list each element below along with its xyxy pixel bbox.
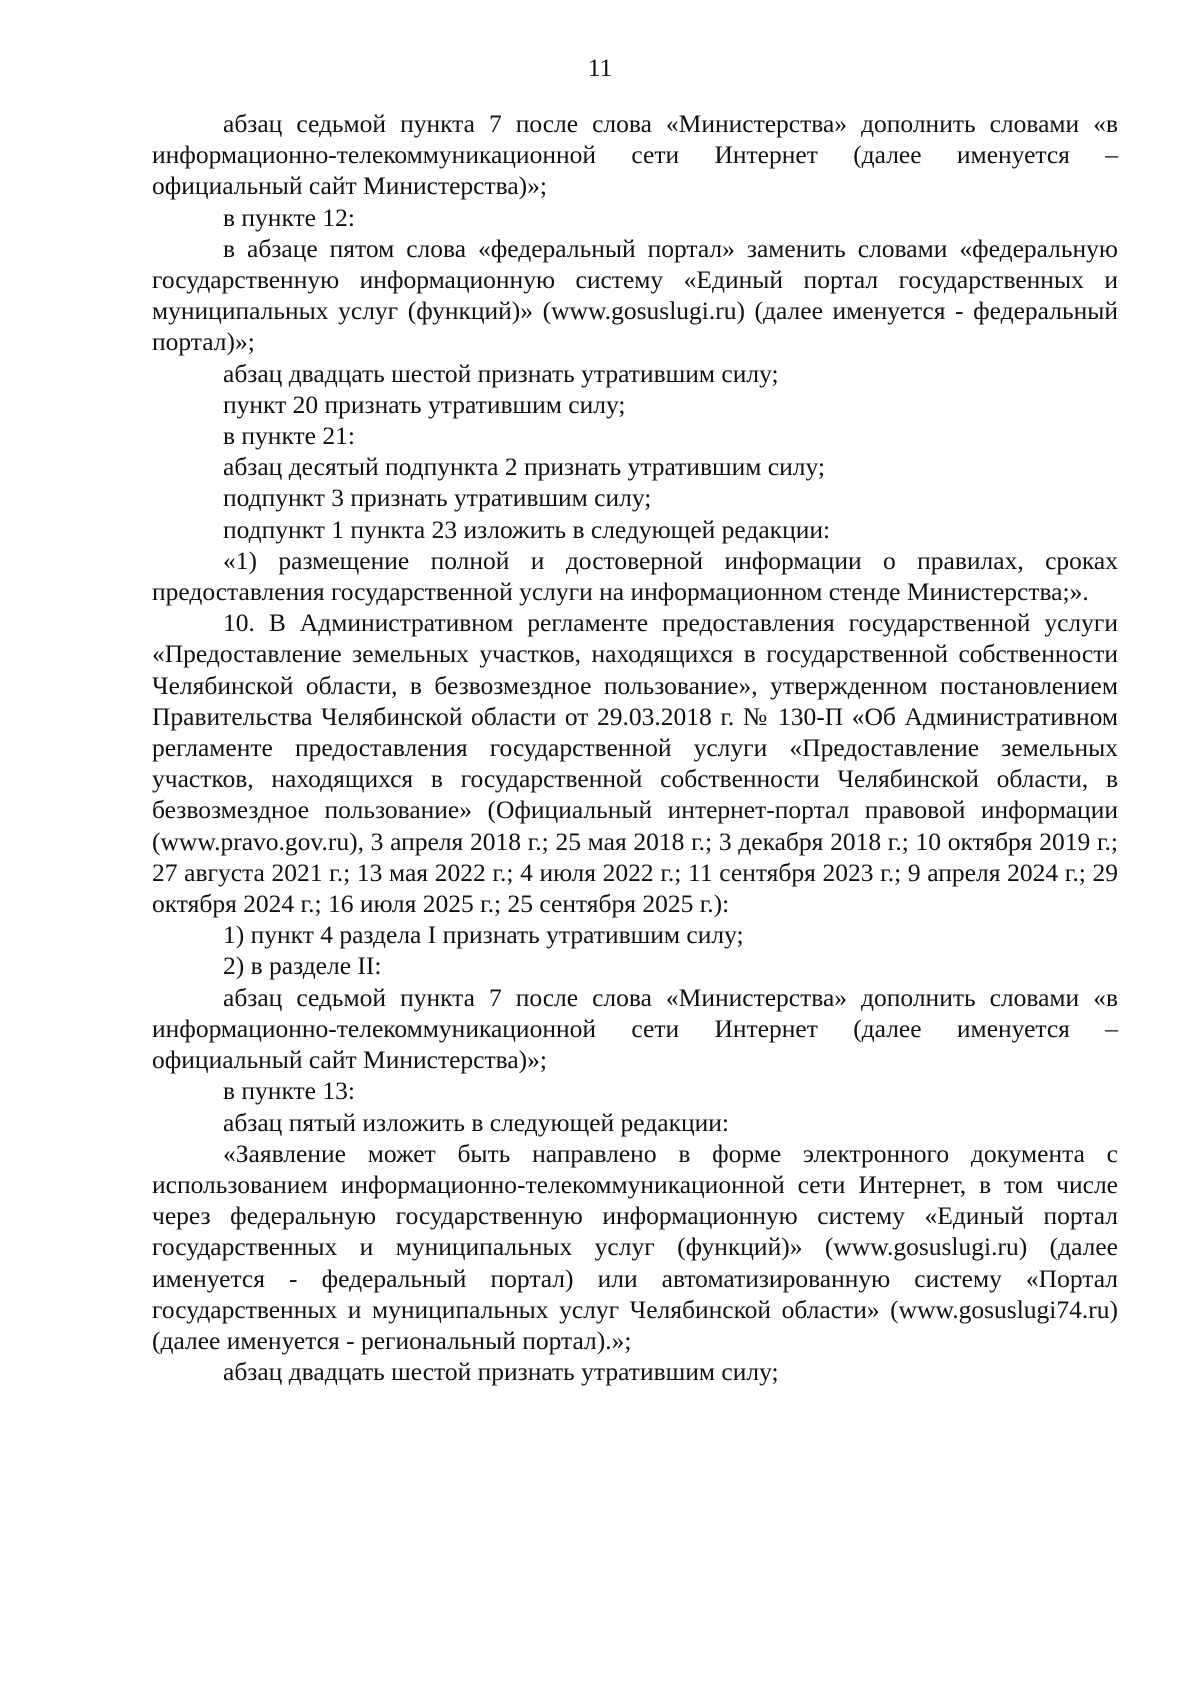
paragraph: в пункте 12: [223, 202, 355, 232]
paragraph: абзац седьмой пункта 7 после слова «Министерства» дополнить словами «в информационно-телекоммуникационной сети Интернет (далее именуется – официальный сайт Министерства)»; [152, 982, 1118, 1075]
paragraph: подпункт 3 признать утратившим силу; [223, 483, 652, 513]
paragraph: абзац пятый изложить в следующей редакции: [223, 1107, 729, 1137]
paragraph: «1) размещение полной и достоверной информации о правилах, сроках предоставления государственной услуги на информационном стенде Министерства;». [152, 545, 1118, 607]
paragraph: в пункте 13: [223, 1076, 355, 1106]
paragraph: абзац десятый подпункта 2 признать утратившим силу; [223, 452, 825, 482]
paragraph: в абзаце пятом слова «федеральный портал» заменить словами «федеральную государственную информационную систему «Единый портал государственных и муниципальных услуг (функций)» (www.gosuslugi.ru) (далее именуется - федеральный портал)»; [152, 233, 1118, 357]
paragraph: абзац двадцать шестой признать утратившим силу; [223, 1357, 779, 1387]
paragraph: пункт 20 признать утратившим силу; [223, 389, 626, 419]
page-number: 11 [587, 53, 613, 82]
paragraph: абзац седьмой пункта 7 после слова «Министерства» дополнить словами «в информационно-телекоммуникационной сети Интернет (далее именуется – официальный сайт Министерства)»; [152, 109, 1118, 201]
paragraph: 1) пункт 4 раздела I признать утратившим силу; [223, 920, 744, 950]
paragraph: в пункте 21: [223, 421, 355, 451]
document-body [152, 108, 1118, 1387]
paragraph: абзац двадцать шестой признать утратившим силу; [223, 358, 779, 388]
paragraph: «Заявление может быть направлено в форме электронного документа с использованием информационно-телекоммуникационной сети Интернет, в том числе через федеральную государственную информационную систему «Единый портал государственных и муниципальных услуг (функций)» (www.gosuslugi.ru) (далее именуется - федеральный портал) или автоматизированную систему «Портал государственных и муниципальных услуг Челябинской области» (www.gosuslugi74.ru) (далее именуется - региональный портал).»; [152, 1138, 1118, 1355]
paragraph: 10. В Административном регламенте предоставления государственной услуги «Предоставление земельных участков, находящихся в государственной собственности Челябинской области, в безвозмездное пользование», утвержденном постановлением Правительства Челябинской области от 29.03.2018 г. № 130-П «Об Административном регламенте предоставления государственной услуги «Предоставление земельных участков, находящихся в государственной собственности Челябинской области, в безвозмездное пользование» (Официальный интернет-портал правовой информации (www.pravo.gov.ru), 3 апреля 2018 г.; 25 мая 2018 г.; 3 декабря 2018 г.; 10 октября 2019 г.; 27 августа 2021 г.; 13 мая 2022 г.; 4 июля 2022 г.; 11 сентября 2023 г.; 9 апреля 2024 г.; 29 октября 2024 г.; 16 июля 2025 г.; 25 сентября 2025 г.): [152, 608, 1118, 919]
paragraph: 2) в разделе II: [223, 951, 382, 981]
paragraph: подпункт 1 пункта 23 изложить в следующей редакции: [223, 514, 831, 544]
